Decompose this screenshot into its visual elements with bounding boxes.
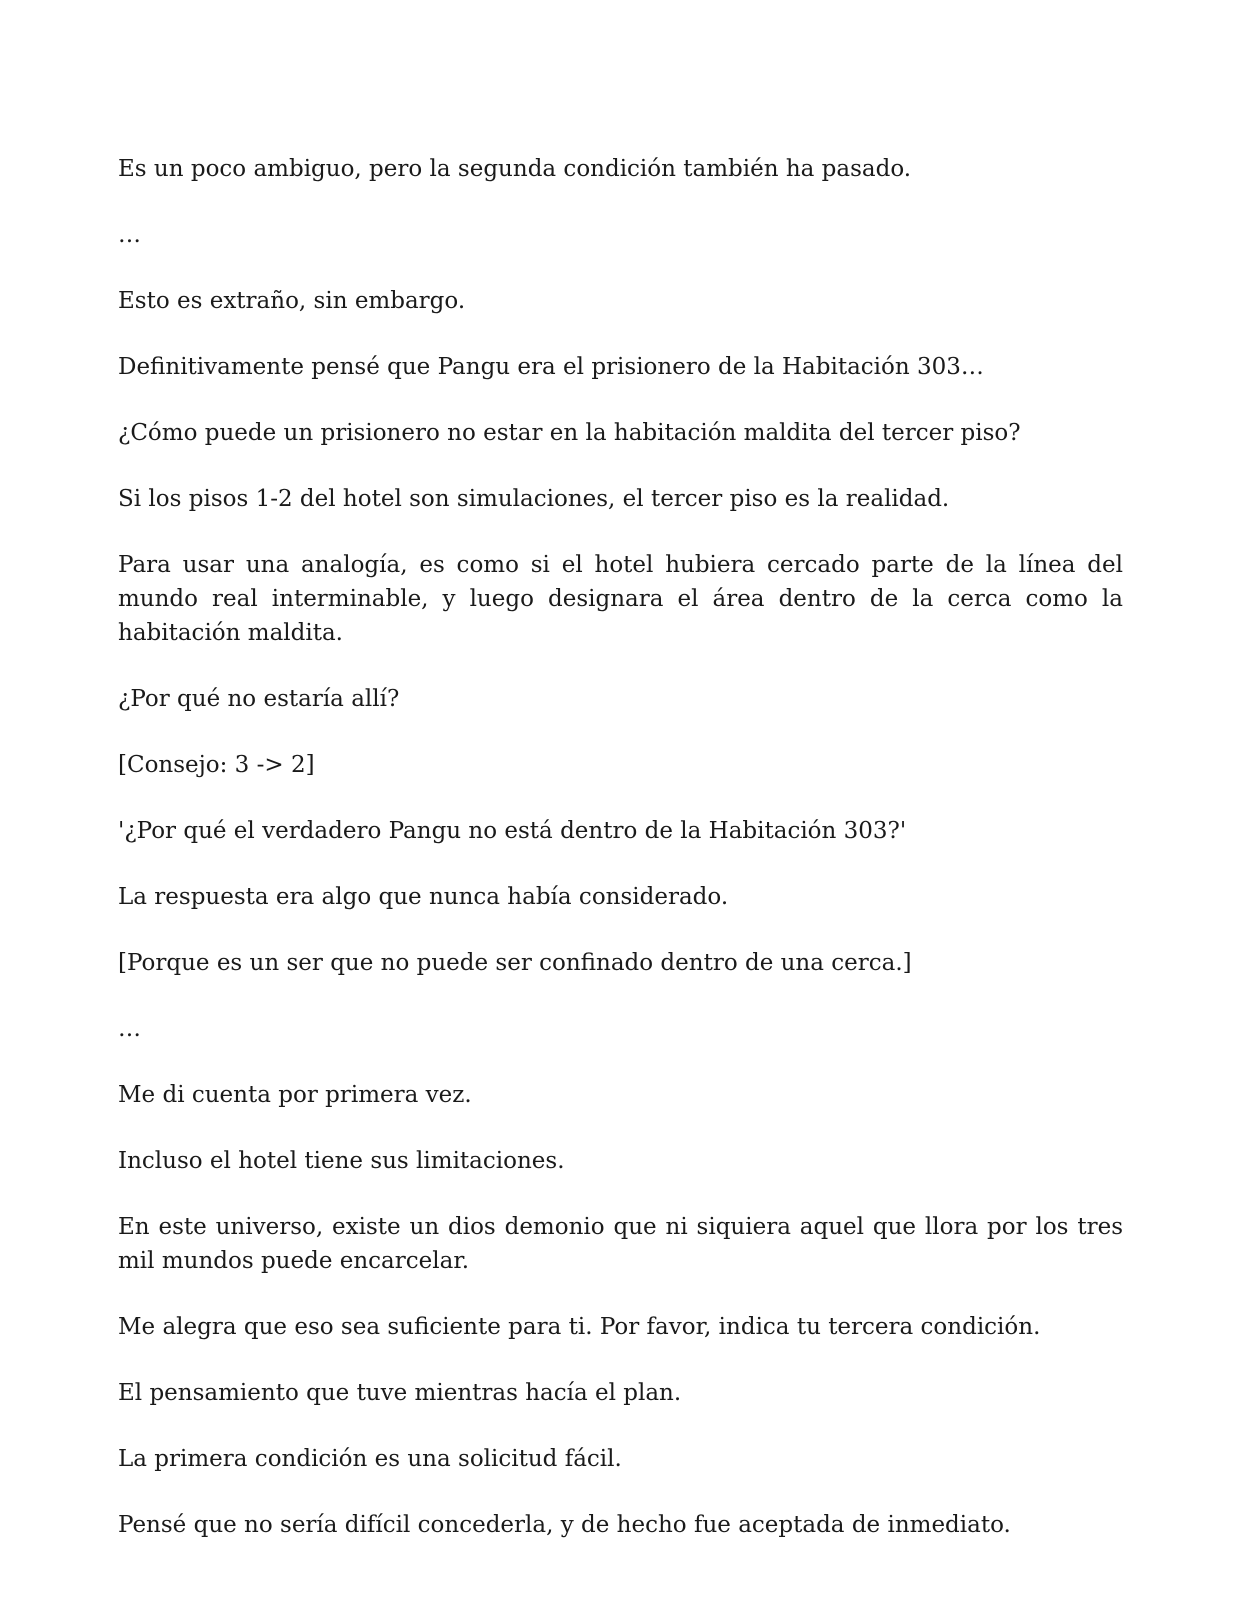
document-body <box>118 152 1123 1574</box>
paragraph: [Porque es un ser que no puede ser confinado dentro de una cerca.] <box>118 950 912 976</box>
paragraph: [Consejo: 3 -> 2] <box>118 752 315 778</box>
paragraph: La respuesta era algo que nunca había considerado. <box>118 884 729 910</box>
paragraph: Pensé que no sería difícil concederla, y de hecho fue aceptada de inmediato. <box>118 1512 1011 1538</box>
paragraph: Esto es extraño, sin embargo. <box>118 288 466 314</box>
paragraph: Incluso el hotel tiene sus limitaciones. <box>118 1148 565 1174</box>
paragraph: … <box>118 222 142 248</box>
paragraph: Si los pisos 1-2 del hotel son simulaciones, el tercer piso es la realidad. <box>118 486 950 512</box>
paragraph: Definitivamente pensé que Pangu era el prisionero de la Habitación 303… <box>118 354 984 380</box>
paragraph: '¿Por qué el verdadero Pangu no está dentro de la Habitación 303?' <box>118 818 907 844</box>
paragraph: Para usar una analogía, es como si el hotel hubiera cercado parte de la línea del mundo real interminable, y luego designara el área dentro de la cerca como la habitación maldita. <box>118 552 1123 646</box>
paragraph: Es un poco ambiguo, pero la segunda condición también ha pasado. <box>118 156 912 182</box>
paragraph: ¿Por qué no estaría allí? <box>118 686 400 712</box>
paragraph: La primera condición es una solicitud fácil. <box>118 1446 622 1472</box>
paragraph: ¿Cómo puede un prisionero no estar en la habitación maldita del tercer piso? <box>118 420 1021 446</box>
paragraph: Me di cuenta por primera vez. <box>118 1082 472 1108</box>
paragraph: … <box>118 1016 142 1042</box>
paragraph: Me alegra que eso sea suficiente para ti. Por favor, indica tu tercera condición. <box>118 1314 1041 1340</box>
paragraph: El pensamiento que tuve mientras hacía el plan. <box>118 1380 682 1406</box>
paragraph: En este universo, existe un dios demonio que ni siquiera aquel que llora por los tres mil mundos puede encarcelar. <box>118 1214 1123 1274</box>
